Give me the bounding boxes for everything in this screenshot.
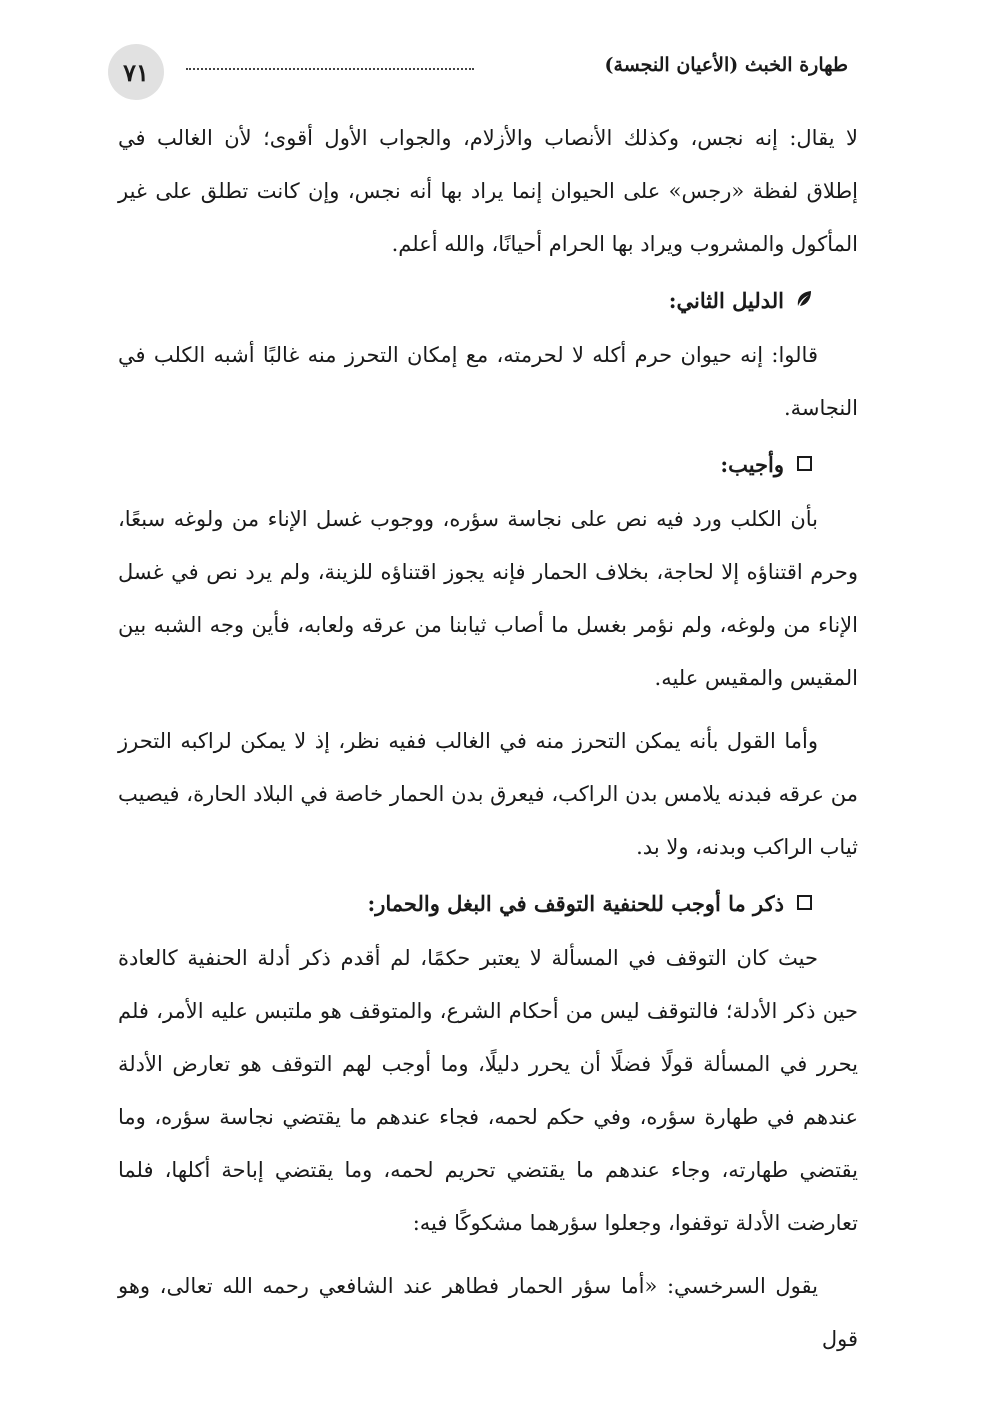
header-dotted-rule bbox=[186, 68, 474, 70]
leaf-icon bbox=[794, 289, 814, 309]
paragraph: قالوا: إنه حيوان حرم أكله لا لحرمته، مع إمكان التحرز منه غالبًا أشبه الكلب في النجاسة. bbox=[118, 343, 858, 420]
paragraph: لا يقال: إنه نجس، وكذلك الأنصاب والأزلام، والجواب الأول أقوى؛ لأن الغالب في إطلاق لفظة «رجس» على الحيوان إنما يراد بها أنه نجس، وإن كانت تطلق على غير المأكول والمشروب ويراد بها الحرام أحيانًا، والله أعلم. bbox=[118, 126, 858, 256]
section-heading-hanafi-reason: ذكر ما أوجب للحنفية التوقف في البغل والحمار: bbox=[118, 878, 858, 930]
paragraph: حيث كان التوقف في المسألة لا يعتبر حكمًا، لم أقدم ذكر أدلة الحنفية كالعادة حين ذكر الأدلة؛ فالتوقف ليس من أحكام الشرع، والمتوقف هو ملتبس عليه الأمر، فلم يحرر في المسألة قولًا فضلًا أن يحرر دليلًا، وما أوجب لهم التوقف هو تعارض الأدلة عندهم في طهارة سؤره، وفي حكم لحمه، فجاء عندهم ما يقتضي نجاسة سؤره، وما يقتضي طهارته، وجاء عندهم ما يقتضي تحريم لحمه، وما يقتضي إباحة أكلها، فلما تعارضت الأدلة توقفوا، وجعلوا سؤرهما مشكوكًا فيه: bbox=[118, 946, 858, 1235]
section-heading-second-evidence: الدليل الثاني: bbox=[118, 275, 858, 327]
paragraph: بأن الكلب ورد فيه نص على نجاسة سؤره، ووجوب غسل الإناء من ولوغه سبعًا، وحرم اقتناؤه إلا لحاجة، بخلاف الحمار فإنه يجوز اقتناؤه للزينة، ولم يرد نص في غسل الإناء من ولوغه، ولم نؤمر بغسل ما أصاب ثيابنا من عرقه ولعابه، فأين وجه الشبه بين المقيس والمقيس عليه. bbox=[118, 507, 858, 690]
running-title: طهارة الخبث (الأعيان النجسة) bbox=[604, 54, 848, 76]
paragraph: يقول السرخسي: «أما سؤر الحمار فطاهر عند الشافعي رحمه الله تعالى، وهو قول bbox=[118, 1274, 858, 1351]
square-bullet-icon bbox=[797, 895, 812, 910]
section-heading-answer: وأجيب: bbox=[118, 439, 858, 491]
square-bullet-icon bbox=[797, 456, 812, 471]
page-number: ٧١ bbox=[108, 44, 164, 100]
paragraph: وأما القول بأنه يمكن التحرز منه في الغالب ففيه نظر، إذ لا يمكن لراكبه التحرز من عرقه فبدنه يلامس بدن الراكب، فيعرق بدن الحمار خاصة في البلاد الحارة، فيصيب ثياب الراكب وبدنه، ولا بد. bbox=[118, 729, 858, 859]
page-body bbox=[118, 112, 858, 1366]
page-header bbox=[108, 44, 848, 102]
